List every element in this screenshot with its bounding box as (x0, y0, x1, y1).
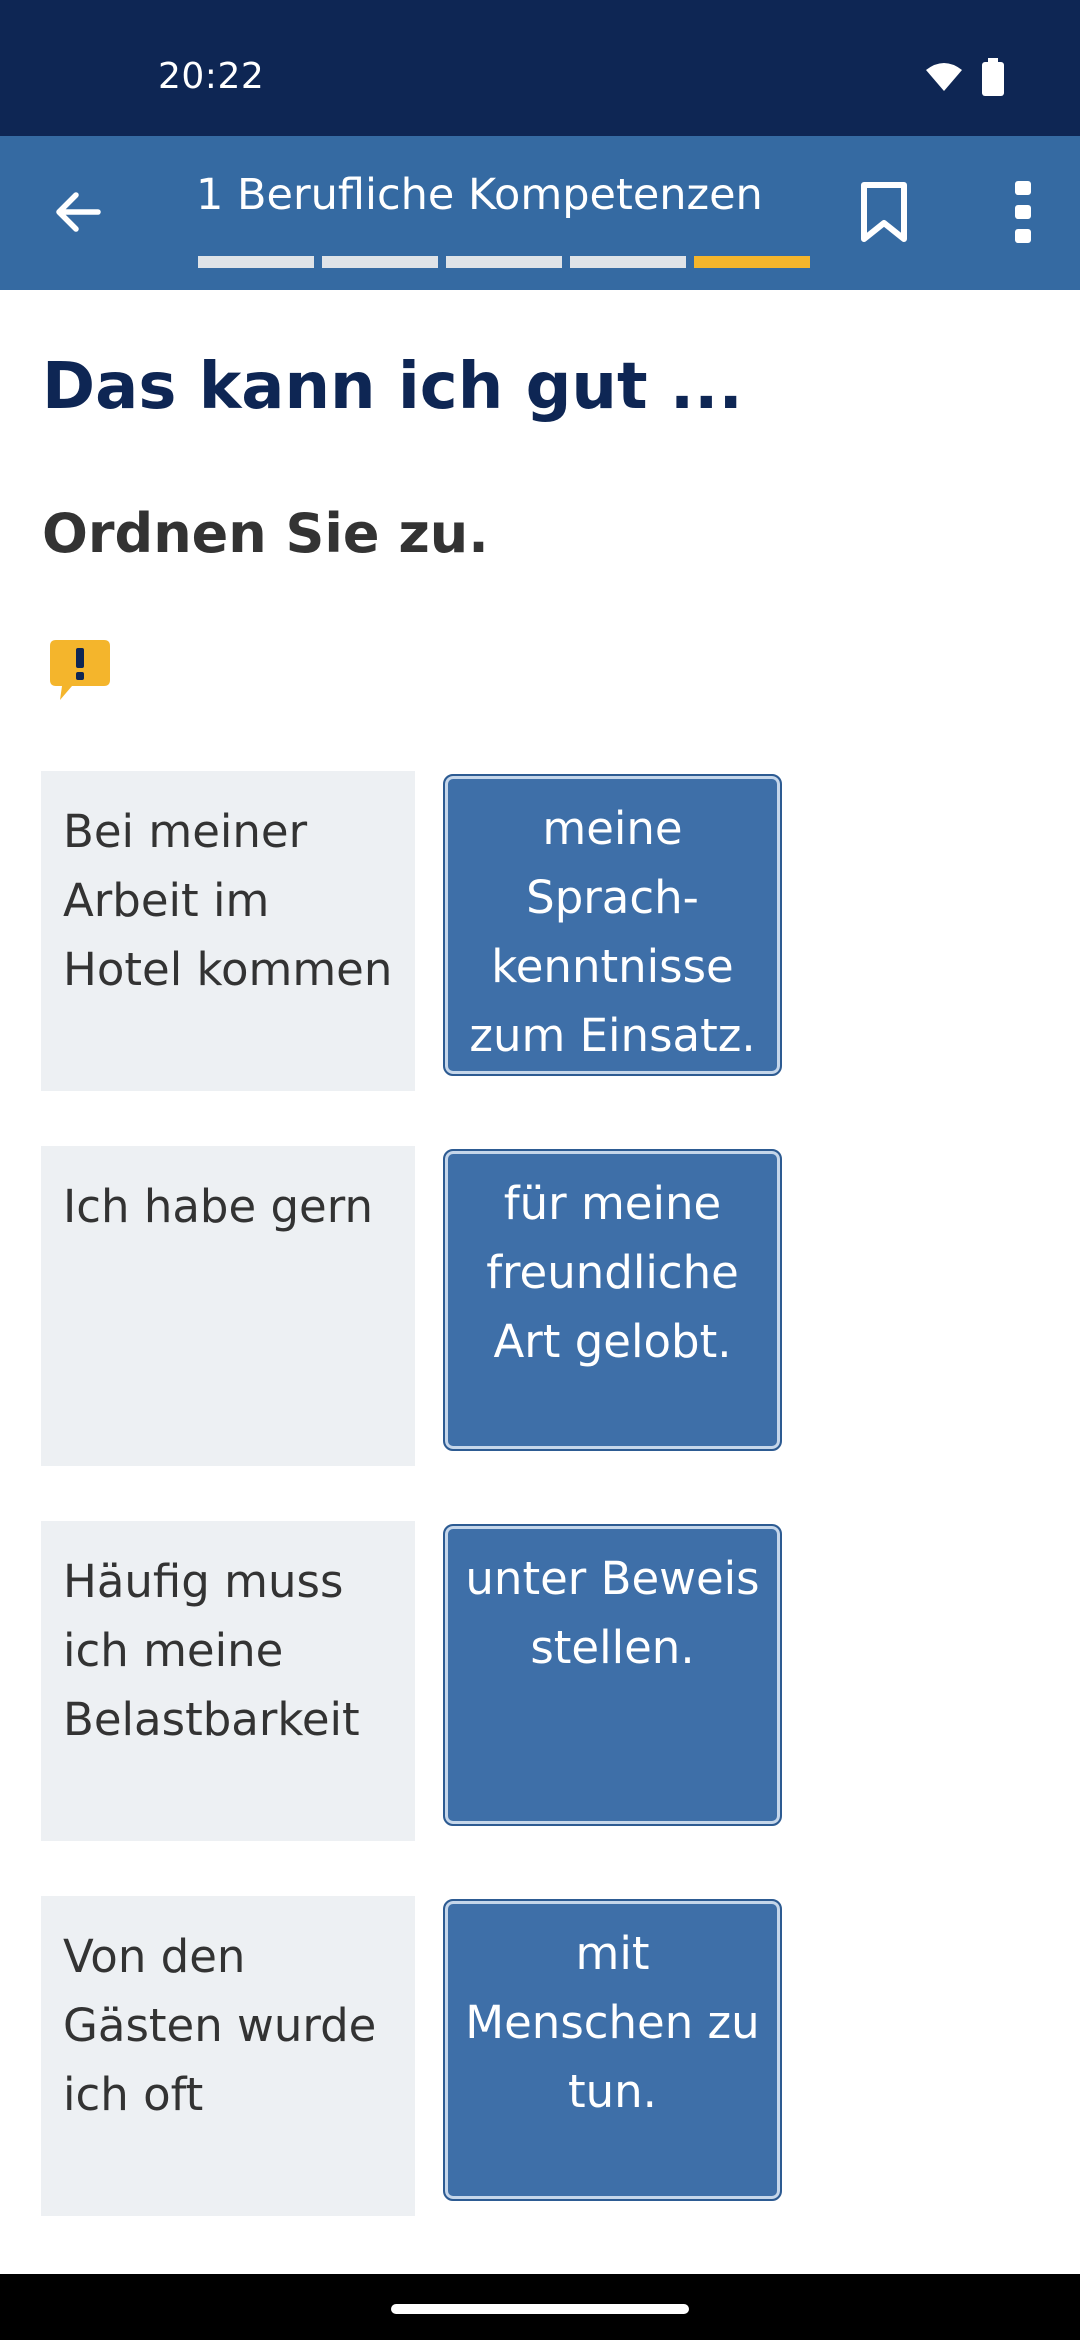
sentence-start: Bei meiner Arbeit im Hotel kommen (41, 771, 415, 1091)
bookmark-button[interactable] (848, 176, 920, 252)
answer-tile[interactable]: mit Menschen zu tun. (443, 1899, 782, 2201)
instruction-text: Ordnen Sie zu. (42, 502, 489, 565)
match-pair (0, 771, 1080, 1091)
match-pair (0, 1146, 1080, 1466)
system-nav-bar (0, 2274, 1080, 2340)
status-time: 20:22 (158, 56, 265, 97)
progress-bar (198, 256, 810, 268)
answer-tile[interactable]: unter Beweis stellen. (443, 1524, 782, 1826)
exclamation-speech-bubble-icon[interactable] (50, 640, 110, 702)
app-title: 1 Berufliche Kompetenzen (196, 170, 763, 220)
match-pair (0, 1521, 1080, 1841)
progress-segment-current (694, 256, 810, 268)
back-button[interactable] (40, 176, 116, 252)
more-vert-icon (1015, 181, 1031, 247)
status-icons (924, 58, 1004, 100)
more-options-button[interactable] (988, 176, 1058, 252)
wifi-icon (924, 61, 964, 97)
sentence-start: Ich habe gern (41, 1146, 415, 1466)
back-arrow-icon (54, 190, 102, 238)
match-pair (0, 1896, 1080, 2216)
app-bar (0, 136, 1080, 290)
answer-tile[interactable]: für meine freundliche Art gelobt. (443, 1149, 782, 1451)
sentence-start: Häufig muss ich meine Belastbarkeit (41, 1521, 415, 1841)
progress-segment (322, 256, 438, 268)
home-indicator[interactable] (391, 2304, 689, 2314)
status-bar (0, 0, 1080, 136)
progress-segment (198, 256, 314, 268)
bookmark-icon (860, 181, 908, 247)
answer-tile[interactable]: meine Sprach-kenntnisse zum Einsatz. (443, 774, 782, 1076)
page-title: Das kann ich gut ... (42, 350, 743, 424)
progress-segment (446, 256, 562, 268)
progress-segment (570, 256, 686, 268)
battery-icon (982, 58, 1004, 100)
sentence-start: Von den Gästen wurde ich oft (41, 1896, 415, 2216)
